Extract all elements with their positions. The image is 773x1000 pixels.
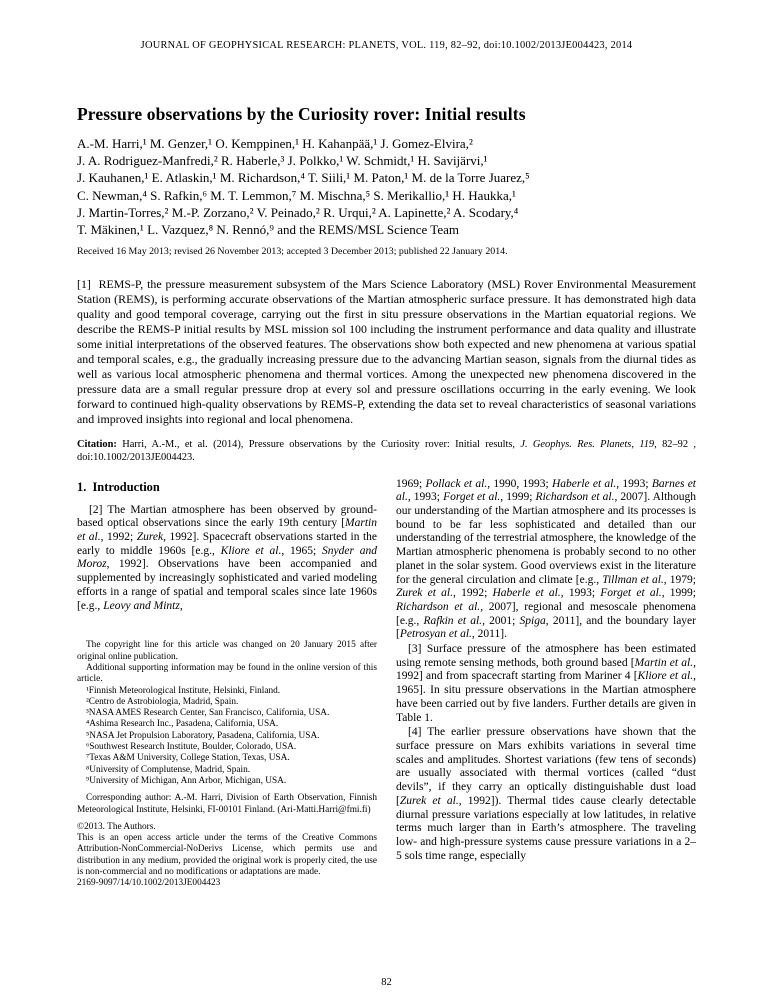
author-list bbox=[77, 135, 696, 238]
intro-paragraph-4: [4] The earlier pressure observations have shown that the surface pressure on Mars exhibits variations in several time scales and amplitudes. Shortest variations (few tens of seconds) are usually associated with thermal vortices (called “dust devils”, if they carry an optically distinguishable dust load [Zurek et al., 1992]). Thermal tides cause clearly detectable diurnal pressure variations especially at low latitudes, in relative terms much larger than in Earth’s atmosphere. The traveling low- and high-pressure systems cause pressure variations in a 2–5 sols time range, especially bbox=[396, 726, 696, 862]
affiliation: ²Centro de Astrobiologia, Madrid, Spain. bbox=[86, 696, 239, 707]
abstract-paragraph: [1] REMS-P, the pressure measurement subsystem of the Mars Science Laboratory (MSL) Rover Environmental Measurement Station (REMS), is performing accurate observations of the Martian atmospheric surface pressure. It has demonstrated high data quality and good temporal coverage, carrying out the first in situ pressure observations in the Martian equatorial regions. We describe the REMS-P initial results by MSL mission sol 100 including the instrument performance and data quality and illustrate some initial interpretations of the observed features. The observations show both expected and new phenomena at various spatial and temporal scales, e.g., the gradually increasing pressure due to the advancing Martian season, signals from the diurnal tides as well as various local atmospheric phenomena and thermal vortices. Among the unexpected new phenomena discovered in the pressure data are a small regular pressure drop at every sol and pressure oscillations occurring in the early evening. We look forward to continued high-quality observations by REMS-P, extending the data set to reveal characteristics of seasonal variations and improved insights into regional and local phenomena. bbox=[77, 277, 696, 427]
author-line: A.-M. Harri,¹ M. Genzer,¹ O. Kemppinen,¹ H. Kahanpää,¹ J. Gomez-Elvira,² bbox=[77, 136, 473, 151]
affiliation: ⁸University of Complutense, Madrid, Spain. bbox=[86, 764, 251, 775]
author-line: J. Kauhanen,¹ E. Atlaskin,¹ M. Richardson,⁴ T. Siili,¹ M. Paton,¹ M. de la Torre Juarez,⁵ bbox=[77, 170, 530, 186]
article-title: Pressure observations by the Curiosity rover: Initial results bbox=[77, 104, 526, 124]
citation-line: Citation: Harri, A.-M., et al. (2014), Pressure observations by the Curiosity rover: Initial results, J. Geophys. Res. Planets, 119, 82–92 , doi:10.1002/2013JE004423. bbox=[77, 439, 697, 464]
affiliation: ⁴Ashima Research Inc., Pasadena, California, USA. bbox=[86, 719, 279, 730]
affiliation: ⁷Texas A&M University, College Station, Texas, USA. bbox=[86, 753, 290, 764]
author-line: J. Martin-Torres,² M.-P. Zorzano,² V. Peinado,² R. Urqui,² A. Lapinette,² A. Scodary,⁴ bbox=[77, 204, 519, 220]
author-line: T. Mäkinen,¹ L. Vazquez,⁸ N. Rennó,⁹ and the REMS/MSL Science Team bbox=[77, 222, 459, 238]
footnote-copyright-change: The copyright line for this article was changed on 20 January 2015 after original online publication. bbox=[77, 640, 377, 662]
affiliation: ⁵NASA Jet Propulsion Laboratory, Pasadena, California, USA. bbox=[86, 730, 320, 741]
intro-paragraph-3: [3] Surface pressure of the atmosphere has been estimated using remote sensing methods, both ground based [Martin et al., 1992] and from spacecraft starting from Mariner 4 [Kliore et al., 1965]. In situ pressure observations in the Martian atmosphere have been carried out by five landers. Further details are given in Table 1. bbox=[396, 643, 696, 724]
section-heading-introduction: 1. Introduction bbox=[77, 479, 160, 494]
journal-header: JOURNAL OF GEOPHYSICAL RESEARCH: PLANETS, VOL. 119, 82–92, doi:10.1002/2013JE004423, 2014 bbox=[140, 40, 633, 51]
issn-doi-line: 2169-9097/14/10.1002/2013JE004423 bbox=[77, 878, 221, 889]
license-note: This is an open access article under the terms of the Creative Commons Attribution-NonCommercial-NoDerivs License, which permits use and distribution in any medium, provided the original work is properly cited, the use is non-commercial and no modifications or adaptations are made. bbox=[77, 833, 377, 878]
affiliation: ⁹University of Michigan, Ann Arbor, Michigan, USA. bbox=[86, 775, 287, 786]
affiliation: ³NASA AMES Research Center, San Francisco, California, USA. bbox=[86, 708, 330, 719]
left-column bbox=[77, 478, 377, 890]
copyright-line: ©2013. The Authors. bbox=[77, 821, 156, 832]
page-number: 82 bbox=[381, 977, 392, 988]
corresponding-author-note: Corresponding author: A.-M. Harri, Division of Earth Observation, Finnish Meteorological Institute, Helsinki, FI-00101 Finland. (Ari-Matti.Harri@fmi.fi) bbox=[77, 793, 377, 815]
received-dates: Received 16 May 2013; revised 26 November 2013; accepted 3 December 2013; published 22 January 2014. bbox=[77, 246, 508, 258]
author-line: J. A. Rodriguez-Manfredi,² R. Haberle,³ J. Polkko,¹ W. Schmidt,¹ H. Savijärvi,¹ bbox=[77, 153, 488, 169]
affiliation: ⁶Southwest Research Institute, Boulder, Colorado, USA. bbox=[86, 742, 297, 753]
footnote-supporting-info: Additional supporting information may be found in the online version of this article. bbox=[77, 662, 377, 685]
intro-paragraph-2-continued: 1969; Pollack et al., 1990, 1993; Haberle et al., 1993; Barnes et al., 1993; Forget et al., 1999; Richardson et al., 2007]. Although our understanding of the Martian atmosphere and its processes is bound to be far less sophisticated and detailed than our understanding of the terrestrial atmosphere, the knowledge of the Martian atmospheric phenomena is probably second to no other planet in the solar system. Good overviews exist in the literature for the general circulation and climate [e.g., Tillman et al., 1979; Zurek et al., 1992; Haberle et al., 1993; Forget et al., 1999; Richardson et al., 2007], regional and mesoscale phenomena [e.g., Rafkin et al., 2001; Spiga, 2011], and the boundary layer [Petrosyan et al., 2011]. bbox=[396, 477, 697, 641]
intro-paragraph-2: [2] The Martian atmosphere has been observed by ground-based optical observations since the early 19th century [Martin et al., 1992; Zurek, 1992]. Spacecraft observations started in the early to middle 1960s [e.g., Kliore et al., 1965; Snyder and Moroz, 1992]. Observations have been accompanied and supplemented by increasingly sophisticated and varied modeling efforts in a range of spatial and temporal scales since late 1960s [e.g., Leovy and Mintz, bbox=[77, 503, 377, 612]
author-line: C. Newman,⁴ S. Rafkin,⁶ M. T. Lemmon,⁷ M. Mischna,⁵ S. Merikallio,¹ H. Haukka,¹ bbox=[77, 187, 516, 203]
affiliation: ¹Finnish Meteorological Institute, Helsinki, Finland. bbox=[86, 685, 281, 696]
two-column-body bbox=[77, 478, 696, 890]
footnote-block bbox=[77, 640, 377, 889]
right-column bbox=[396, 478, 696, 890]
